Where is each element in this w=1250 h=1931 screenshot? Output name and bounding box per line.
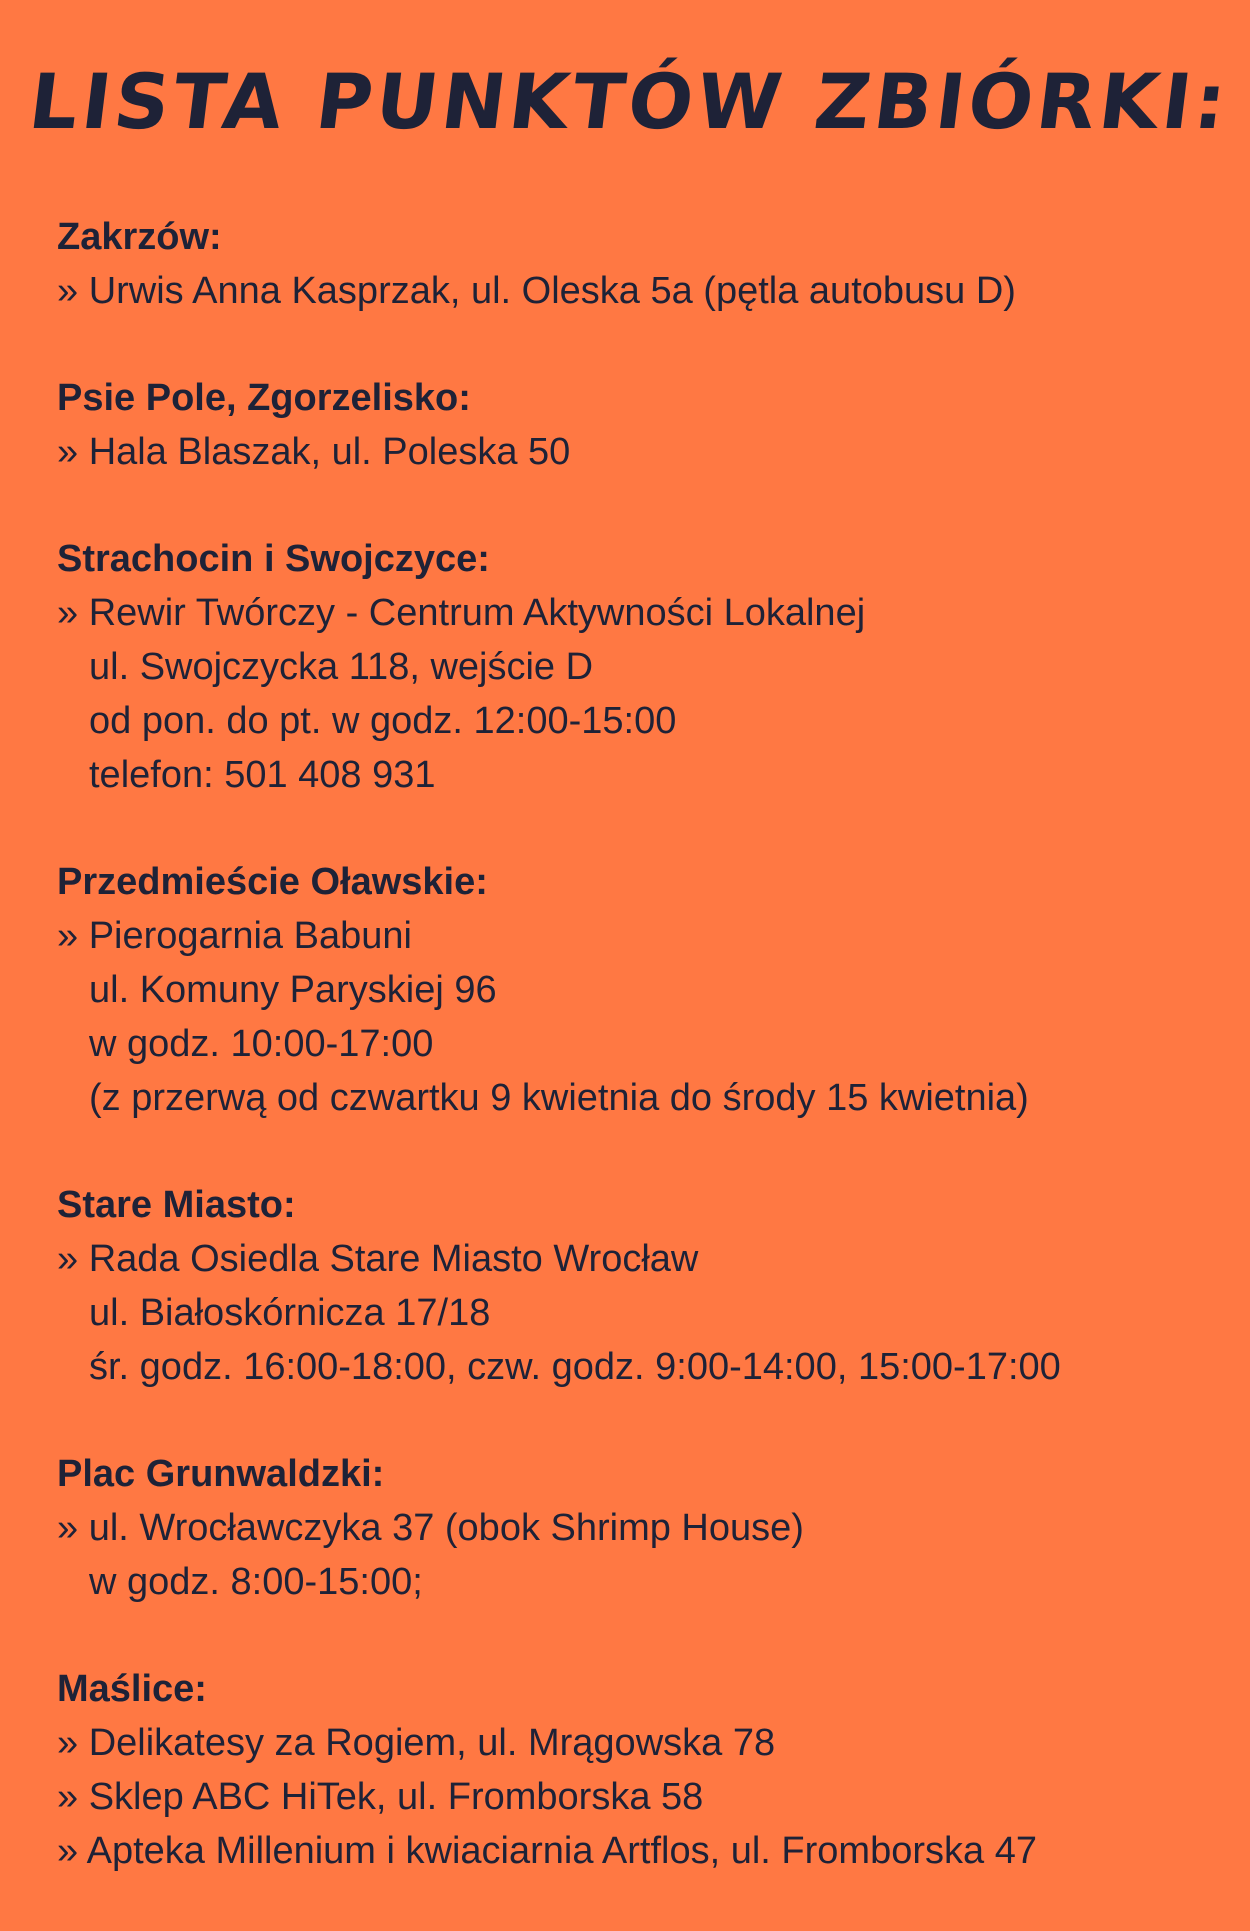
collection-point-item [57,1824,1227,1878]
collection-point-detail [57,640,1227,694]
location-heading: Zakrzów: [57,216,222,258]
line-text: w godz. 8:00-15:00; [89,1561,423,1603]
line-text: Rewir Twórczy - Centrum Aktywności Lokalnej [88,592,866,634]
collection-point-detail [57,1340,1227,1394]
line-text: w godz. 10:00-17:00 [89,1023,434,1065]
line-text: Urwis Anna Kasprzak, ul. Oleska 5a (pętla autobusu D) [88,270,1016,312]
location-section [57,210,1227,318]
collection-point-item [57,1501,1227,1555]
location-heading: Przedmieście Oławskie: [57,861,488,903]
location-heading: Strachocin i Swojczyce: [57,538,490,580]
page-title: LISTA PUNKTÓW ZBIÓRKI: [24,57,1235,146]
bullet-icon: » [57,1722,79,1764]
bullet-icon: » [57,270,79,312]
collection-point-detail [57,1286,1227,1340]
line-text: Delikatesy za Rogiem, ul. Mrągowska 78 [88,1722,776,1764]
collection-point-item [57,909,1227,963]
line-text: Pierogarnia Babuni [88,915,412,957]
collection-point-item [57,1770,1227,1824]
collection-point-detail [57,1017,1227,1071]
line-text: Rada Osiedla Stare Miasto Wrocław [88,1238,699,1280]
bullet-icon: » [57,431,79,473]
collection-point-item [57,264,1227,318]
line-text: Sklep ABC HiTek, ul. Fromborska 58 [88,1776,704,1818]
line-text: ul. Swojczycka 118, wejście D [89,646,594,688]
collection-point-detail [57,694,1227,748]
location-heading: Plac Grunwaldzki: [57,1453,385,1495]
location-section [57,1447,1227,1609]
collection-point-item [57,586,1227,640]
location-heading: Maślice: [57,1668,207,1710]
line-text: śr. godz. 16:00-18:00, czw. godz. 9:00-14:00, 15:00-17:00 [89,1346,1061,1388]
bullet-icon: » [57,1830,79,1872]
location-section [57,1662,1227,1878]
collection-point-item [57,1716,1227,1770]
collection-points-list [57,210,1227,1931]
line-text: od pon. do pt. w godz. 12:00-15:00 [89,700,677,742]
collection-point-detail [57,963,1227,1017]
line-text: ul. Białoskórnicza 17/18 [89,1292,491,1334]
location-section [57,1178,1227,1394]
location-section [57,371,1227,479]
bullet-icon: » [57,1507,79,1549]
line-text: telefon: 501 408 931 [89,754,436,796]
location-section [57,532,1227,802]
bullet-icon: » [57,1776,79,1818]
collection-point-detail [57,748,1227,802]
line-text: Hala Blaszak, ul. Poleska 50 [88,431,571,473]
line-text: ul. Komuny Paryskiej 96 [89,969,497,1011]
collection-point-detail [57,1555,1227,1609]
location-section [57,855,1227,1125]
location-heading: Stare Miasto: [57,1184,296,1226]
collection-point-item [57,1232,1227,1286]
line-text: (z przerwą od czwartku 9 kwietnia do środy 15 kwietnia) [89,1077,1029,1119]
location-heading: Psie Pole, Zgorzelisko: [57,377,471,419]
bullet-icon: » [57,915,79,957]
collection-point-item [57,425,1227,479]
line-text: ul. Wrocławczyka 37 (obok Shrimp House) [88,1507,804,1549]
collection-point-detail [57,1071,1227,1125]
bullet-icon: » [57,592,79,634]
line-text: Apteka Millenium i kwiaciarnia Artflos, ul. Fromborska 47 [86,1830,1037,1872]
bullet-icon: » [57,1238,79,1280]
